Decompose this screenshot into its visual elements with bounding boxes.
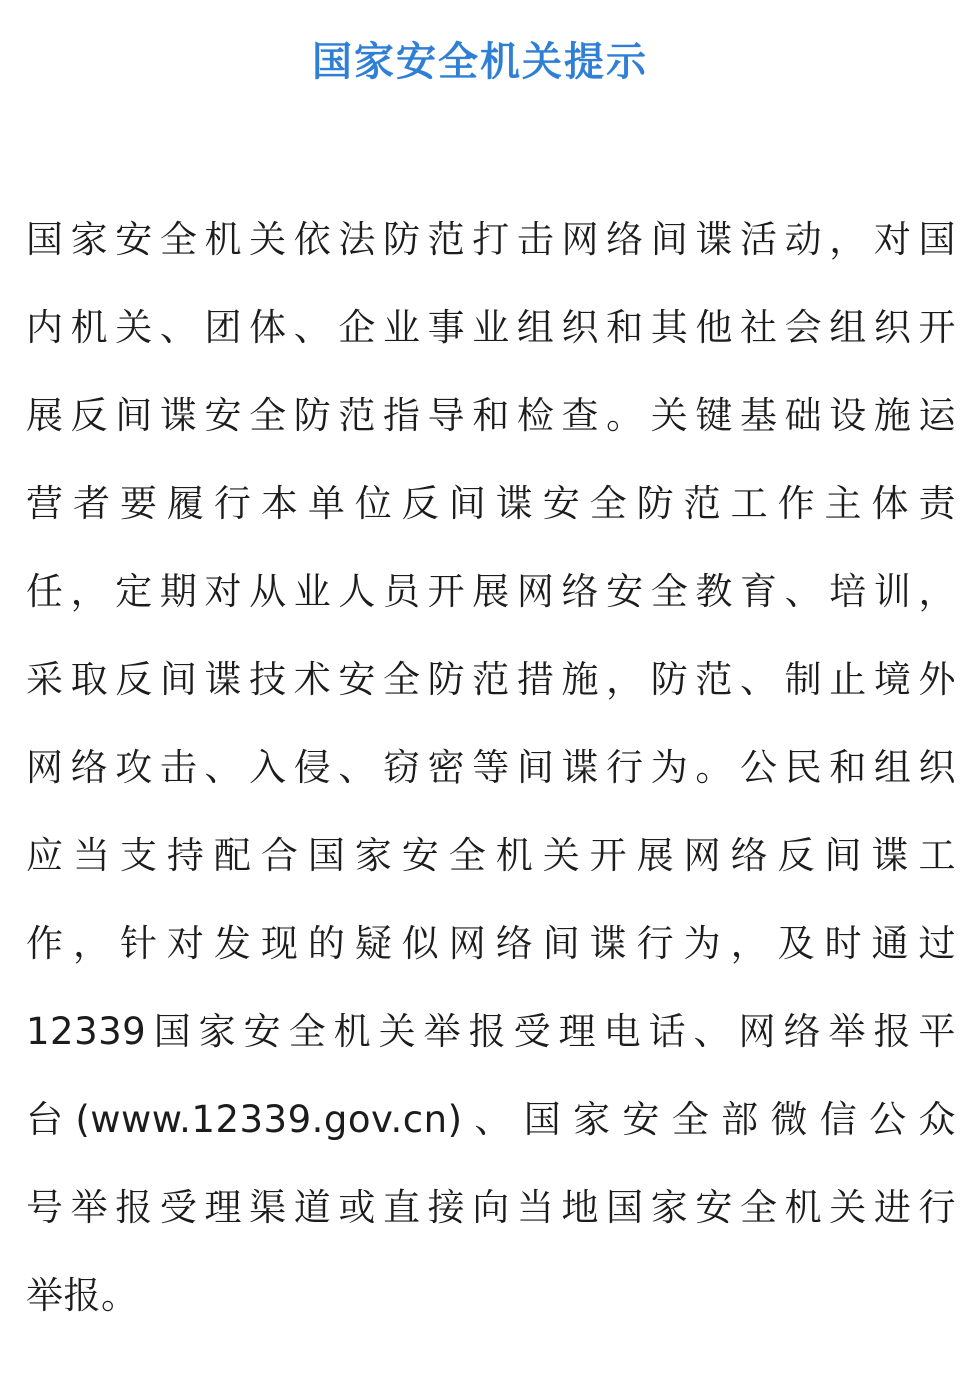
body-line-4: 营者要履行本单位反间谍安全防范工作主体责 [26,482,956,525]
body-line-2: 内机关、团体、企业事业组织和其他社会组织开 [26,306,956,349]
body-line-13: 举报。 [26,1274,139,1317]
body-line-1: 国家安全机关依法防范打击网络间谍活动，对国 [26,218,956,261]
body-line-10: 12339国家安全机关举报受理电话、网络举报平 [26,1010,956,1053]
body-line-7: 网络攻击、入侵、窃密等间谍行为。公民和组织 [26,746,956,789]
body-line-3: 展反间谍安全防范指导和检查。关键基础设施运 [26,394,956,437]
body-line-6: 采取反间谍技术安全防范措施，防范、制止境外 [26,658,956,701]
body-line-9: 作，针对发现的疑似网络间谍行为，及时通过 [26,922,956,965]
body-line-12: 号举报受理渠道或直接向当地国家安全机关进行 [26,1186,956,1229]
page-title: 国家安全机关提示 [312,39,648,85]
body-line-8: 应当支持配合国家安全机关开展网络反间谍工 [26,834,956,877]
article-body [26,196,956,1340]
body-line-11: 台(www.12339.gov.cn)、国家安全部微信公众 [26,1098,956,1141]
body-line-5: 任，定期对从业人员开展网络安全教育、培训， [26,570,956,613]
